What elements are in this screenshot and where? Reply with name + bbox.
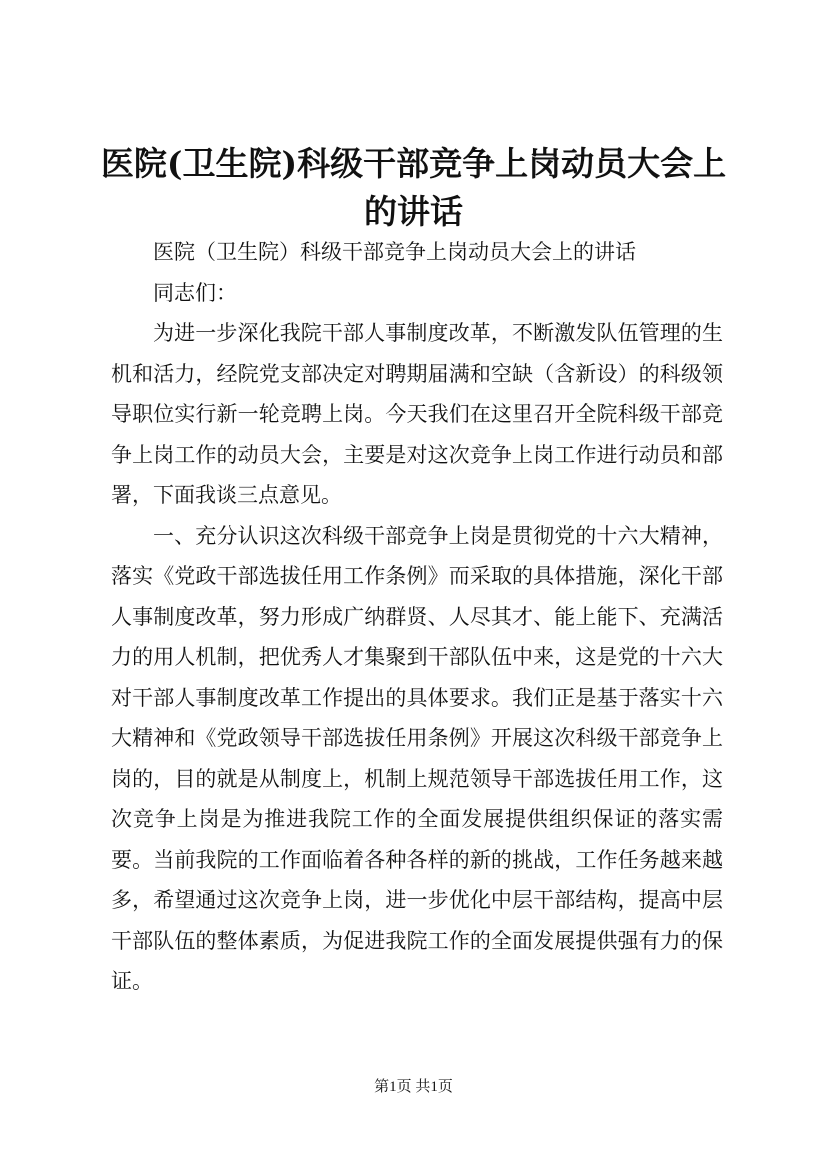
point-one-paragraph: 一、充分认识这次科级干部竞争上岗是贯彻党的十六大精神，落实《党政干部选拔任用工作条例》而采取的具体措施，深化干部人事制度改革，努力形成广纳群贤、人尽其才、能上能下、充满活力的用人机制，把优秀人才集聚到干部队伍中来，这是党的十六大对干部人事制度改革工作提出的具体要求。我们正是基于落实十六大精神和《党政领导干部选拔任用条例》开展这次科级干部竞争上岗的，目的就是从制度上，机制上规范领导干部选拔任用工作，这次竞争上岗是为推进我院工作的全面发展提供组织保证的落实需要。当前我院的工作面临着各种各样的新的挑战，工作任务越来越多，希望通过这次竞争上岗，进一步优化中层干部结构，提高中层干部队伍的整体素质，为促进我院工作的全面发展提供强有力的保证。	[111, 523, 723, 993]
intro-paragraph: 为进一步深化我院干部人事制度改革，不断激发队伍管理的生机和活力，经院党支部决定对聘期届满和空缺（含新设）的科级领导职位实行新一轮竞聘上岗。今天我们在这里召开全院科级干部竞争上岗工作的动员大会，主要是对这次竞争上岗工作进行动员和部署，下面我谈三点意见。	[111, 321, 723, 507]
salutation-paragraph: 同志们：	[153, 280, 237, 305]
document-body	[111, 232, 723, 1002]
subtitle-paragraph: 医院（卫生院）科级干部竞争上岗动员大会上的讲话	[153, 240, 636, 264]
page-footer: 第1页 共1页	[374, 1079, 453, 1095]
document-title: 医院(卫生院)科级干部竞争上岗动员大会上的讲话	[100, 144, 727, 231]
